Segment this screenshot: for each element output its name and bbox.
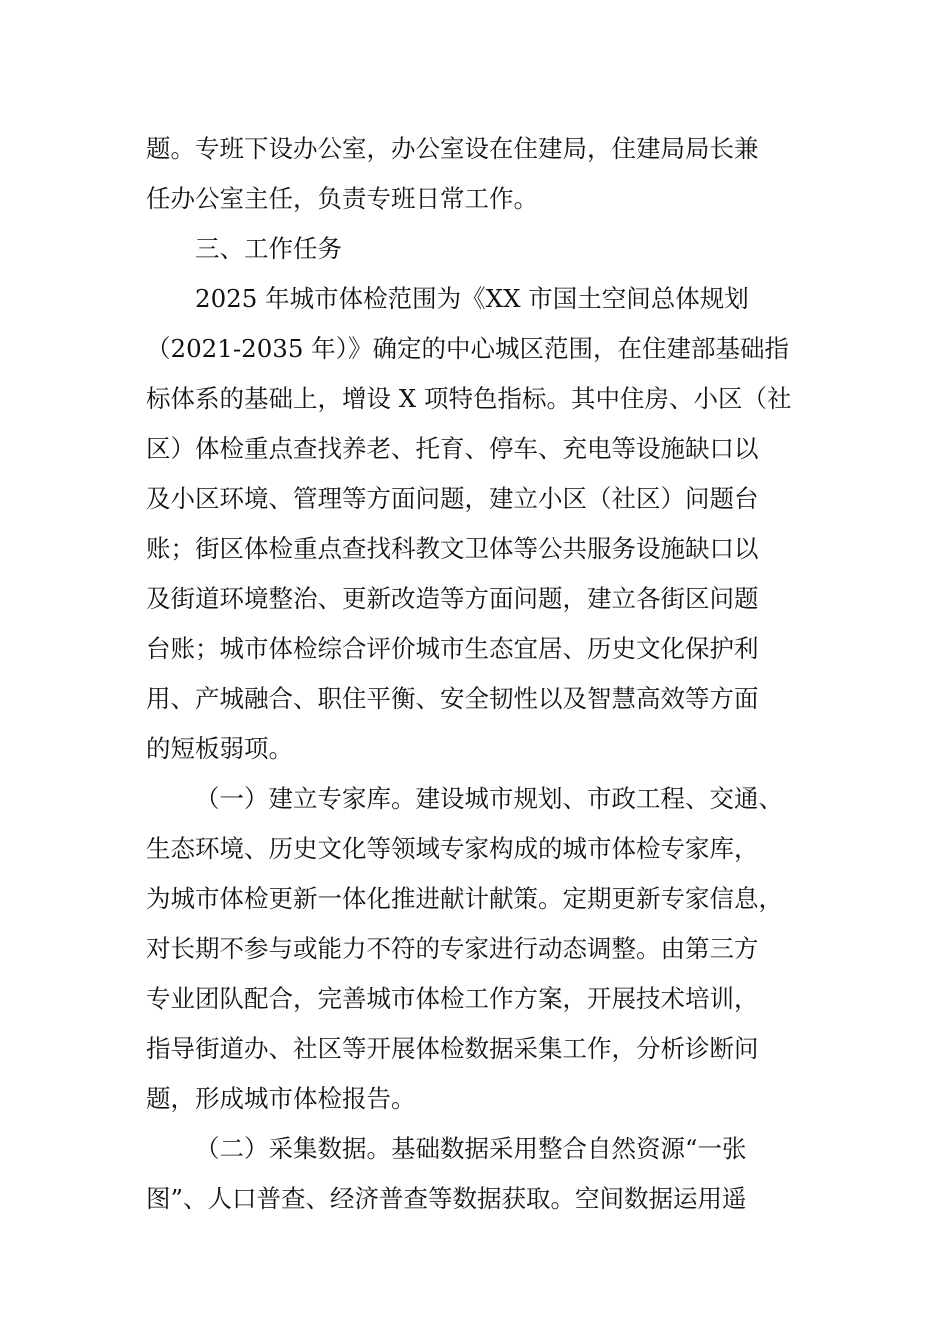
text-line-17: 对长期不参与或能力不符的专家进行动态调整。由第三方 [146, 934, 759, 963]
text-line-4: 2025 年城市体检范围为《XX 市国土空间总体规划 [195, 284, 749, 313]
text-line-12: 用、产城融合、职住平衡、安全韧性以及智慧高效等方面 [146, 684, 759, 713]
subsection-heading-2: （二）采集数据。基础数据采用整合自然资源“一张 [195, 1134, 747, 1163]
text-line-16: 为城市体检更新一体化推进献计献策。定期更新专家信息， [146, 884, 783, 913]
section-heading: 三、工作任务 [195, 234, 342, 263]
text-line-5: （2021-2035 年）》确定的中心城区范围，在住建部基础指 [146, 334, 790, 363]
text-line-9: 账；街区体检重点查找科教文卫体等公共服务设施缺口以 [146, 534, 759, 563]
text-line-22: 图”、人口普查、经济普查等数据获取。空间数据运用遥 [146, 1184, 747, 1213]
text-line-7: 区）体检重点查找养老、托育、停车、充电等设施缺口以 [146, 434, 759, 463]
text-line-1: 题。专班下设办公室，办公室设在住建局，住建局局长兼 [146, 134, 759, 163]
text-line-13: 的短板弱项。 [146, 734, 293, 763]
text-line-8: 及小区环境、管理等方面问题，建立小区（社区）问题台 [146, 484, 759, 513]
text-line-19: 指导街道办、社区等开展体检数据采集工作，分析诊断问 [146, 1034, 759, 1063]
text-line-18: 专业团队配合，完善城市体检工作方案，开展技术培训， [146, 984, 759, 1013]
text-line-11: 台账；城市体检综合评价城市生态宜居、历史文化保护利 [146, 634, 759, 663]
text-line-6: 标体系的基础上，增设 X 项特色指标。其中住房、小区（社 [146, 384, 792, 413]
text-line-20: 题，形成城市体检报告。 [146, 1084, 416, 1113]
subsection-heading-1: （一）建立专家库。建设城市规划、市政工程、交通、 [195, 784, 783, 813]
text-line-2: 任办公室主任，负责专班日常工作。 [146, 184, 538, 213]
text-line-10: 及街道环境整治、更新改造等方面问题，建立各街区问题 [146, 584, 759, 613]
text-line-15: 生态环境、历史文化等领域专家构成的城市体检专家库， [146, 834, 759, 863]
